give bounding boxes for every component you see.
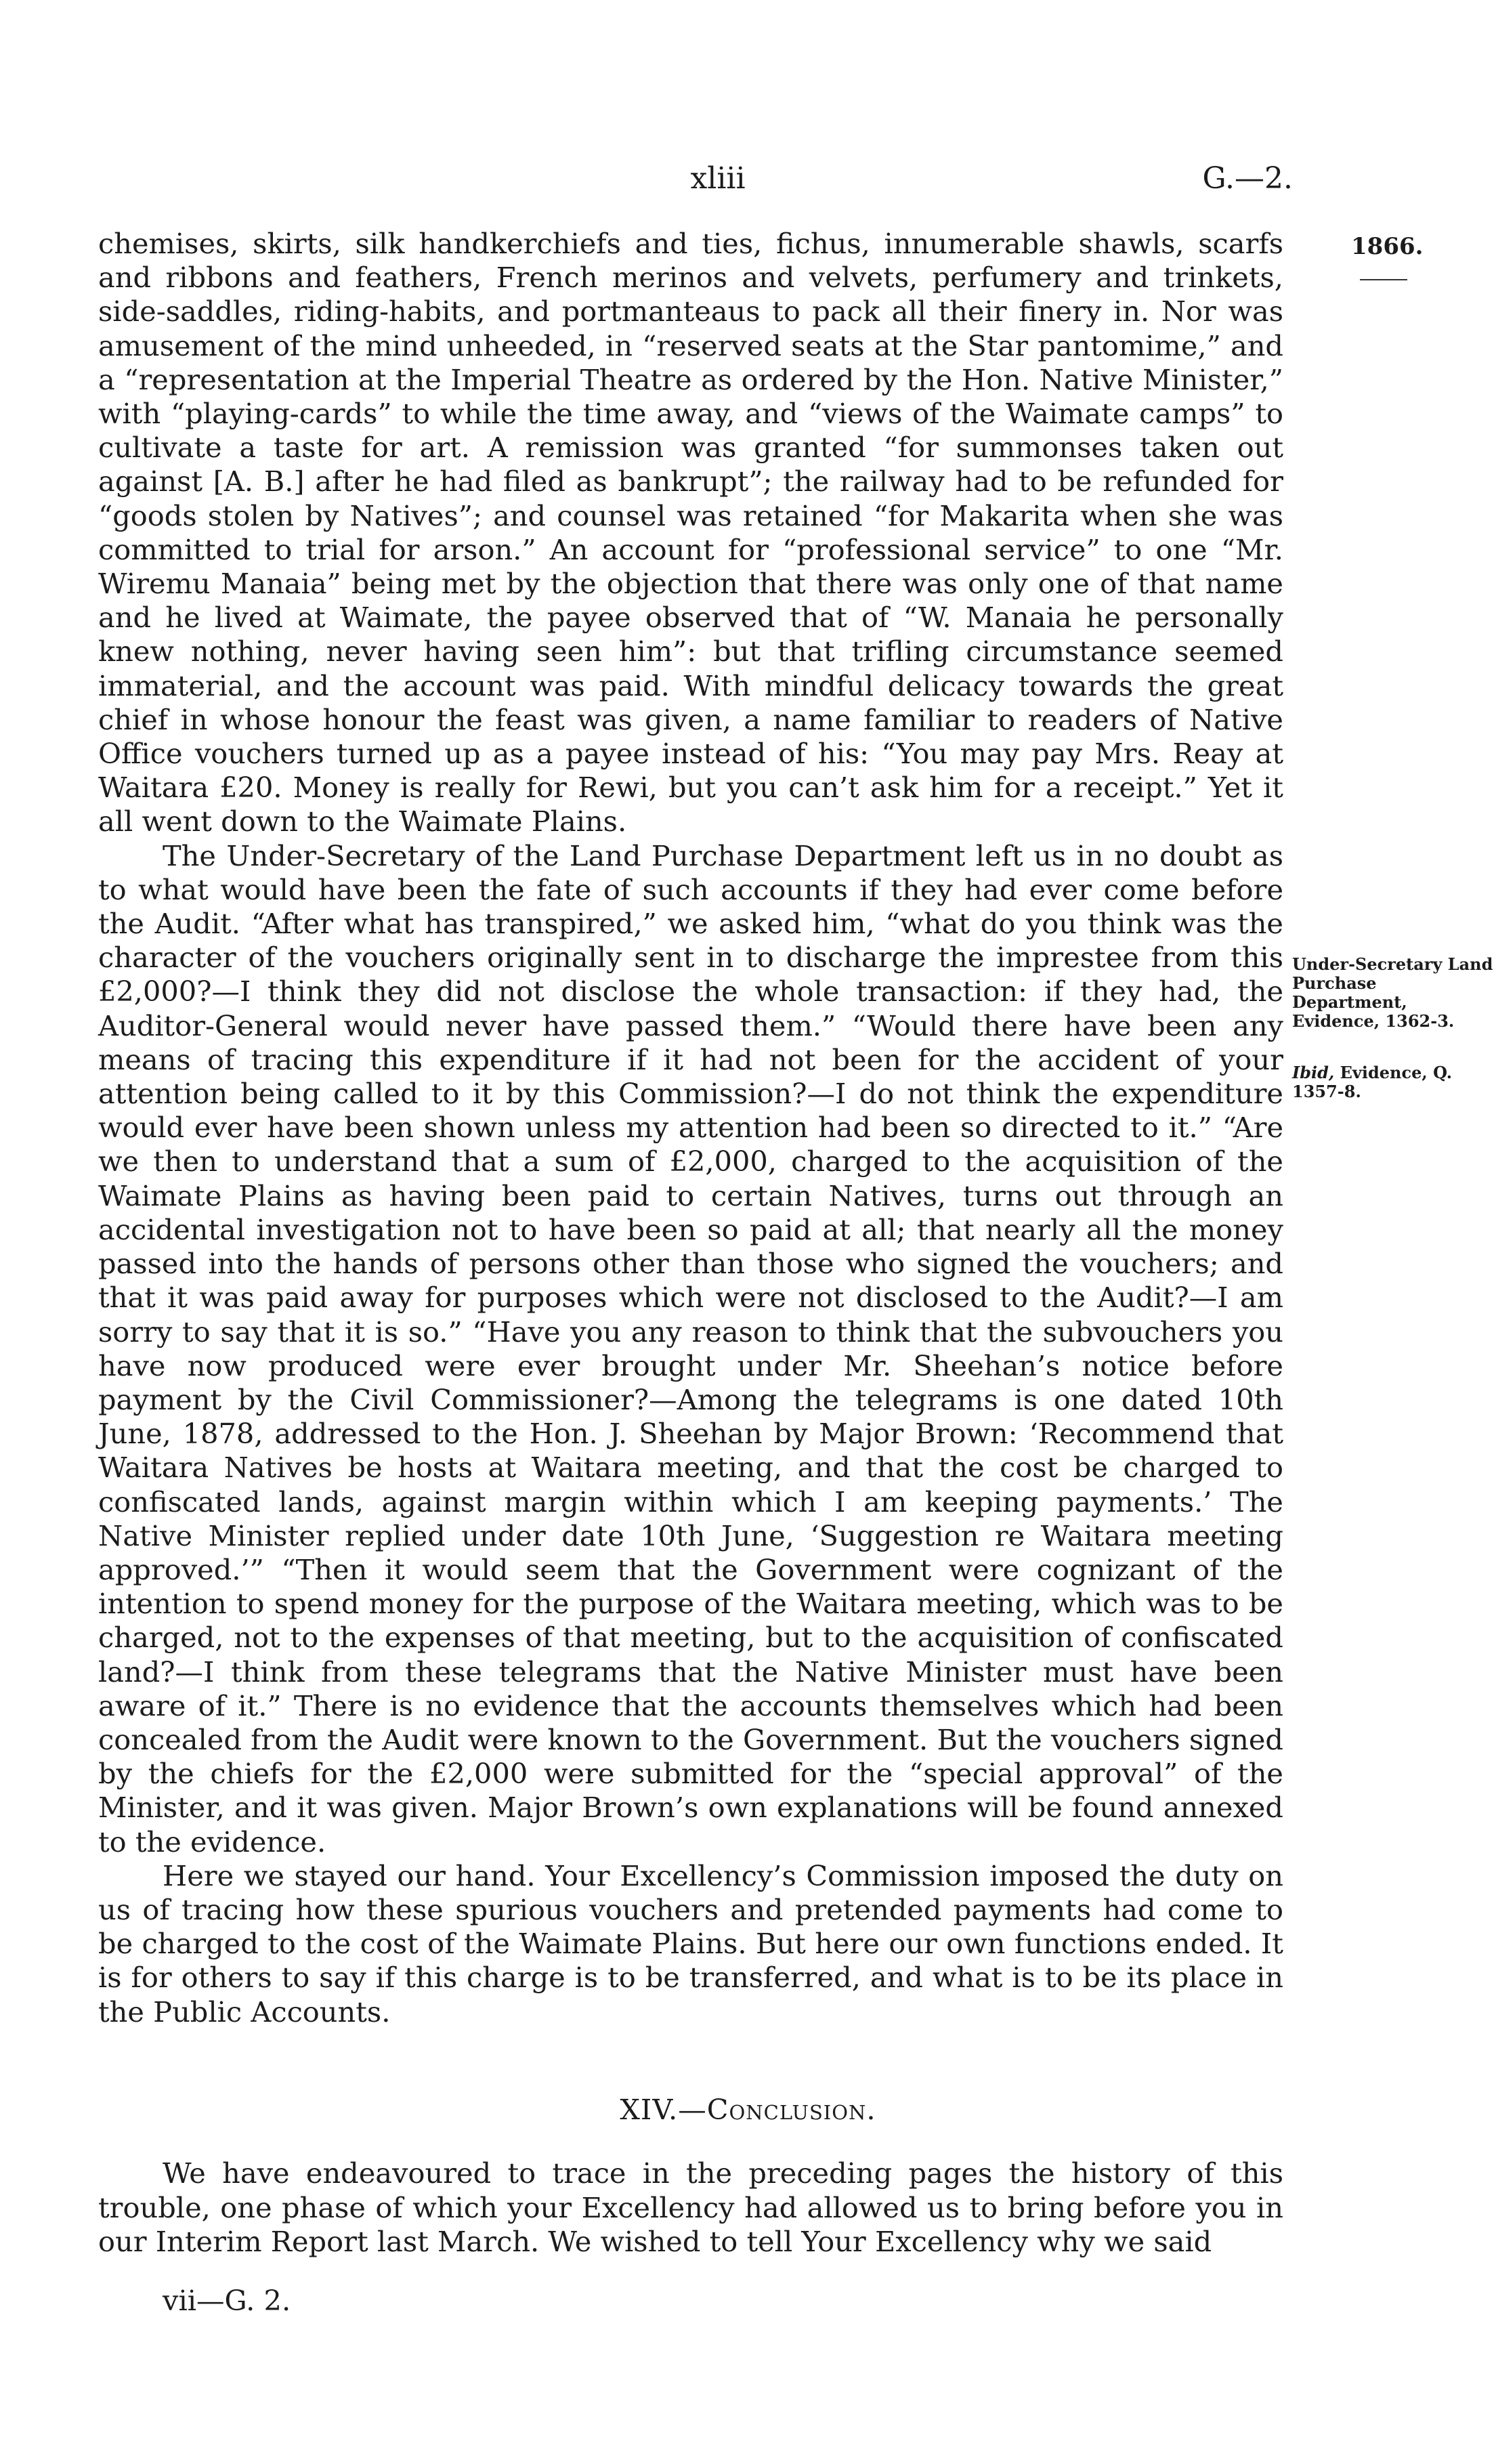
margin-rule [1360,279,1407,280]
section-number: XIV.— [620,2093,707,2126]
margin-note-evidence: Under-Secretary Land Purchase Department, Evidence, 1362-3. [1292,954,1493,1031]
conclusion-paragraph: We have endeavoured to trace in the preceding pages the history of this trouble, one phase of which your Excellency had allowed us to bring before you in our Interim Report last March. We wished to tell Your Excellency why we said [98,2157,1283,2258]
paragraph-3: Here we stayed our hand. Your Excellency’s Commission imposed the duty on us of tracing how these spurious vouchers and pretended payments had come to be charged to the cost of the Waimate Plains. But here our own functions ended. It is for others to say if this charge is to be transferred, and what is to be its place in the Public Accounts. [98,1858,1283,2028]
series-code: G.—2. [1202,161,1293,196]
body-text [98,227,1283,2029]
paragraph-2: The Under-Secretary of the Land Purchase Department left us in no doubt as to what would have been the fate of such accounts if they had ever come before the Audit. “After what has transpired,” we asked him, “what do you think was the character of the vouchers originally sent in to discharge the imprestee from this £2,000?—I think they did not disclose the whole transaction: if they had, the Auditor-General would never have passed them.” “Would there have been any means of tracing this expenditure if it had not been for the accident of your attention being called to it by this Commission?—I do not think the expenditure would ever have been shown unless my attention had been so directed to it.” “Are we then to understand that a sum of £2,000, charged to the acquisition of the Waimate Plains as having been paid to certain Natives, turns out through an accidental investigation not to have been so paid at all; that nearly all the money passed into the hands of persons other than those who signed the vouchers; and that it was paid away for purposes which were not disclosed to the Audit?—I am sorry to say that it is so.” “Have you any reason to think that the subvouchers you have now produced were ever brought under Mr. Sheehan’s notice before payment by the Civil Commissioner?—Among the telegrams is one dated 10th June, 1878, addressed to the Hon. J. Sheehan by Major Brown: ‘Recommend that Waitara Natives be hosts at Waitara meeting, and that the cost be charged to confiscated lands, against margin within which I am keeping payments.’ The Native Minister replied under date 10th June, ‘Suggestion re Waitara meeting approved.’” “Then it would seem that the Government were cognizant of the intention to spend money for the purpose of the Waitara meeting, which was to be charged, not to the expenses of that meeting, but to the acquisition of confiscated land?—I think from these telegrams that the Native Minister must have been aware of it.” There is no evidence that the accounts themselves which had been concealed from the Audit were known to the Government. But the vouchers signed by the chiefs for the £2,000 were submitted for the “special approval” of the Minister, and it was given. Major Brown’s own explanations will be found annexed to the evidence. [98,838,1283,1858]
section-heading [0,2093,1496,2126]
margin-note-ibid-italic: Ibid, [1292,1063,1335,1082]
margin-note-ibid [1292,1063,1495,1101]
paragraph-1: chemises, skirts, silk handkerchiefs and ties, fichus, innumerable shawls, scarfs and ribbons and feathers, French merinos and velvets, perfumery and trinkets, side-saddles, riding-habits, and portmanteaus to pack all their finery in. Nor was amusement of the mind unheeded, in “reserved seats at the Star pantomime,” and a “representation at the Imperial Theatre as ordered by the Hon. Native Minister,” with “playing-cards” to while the time away, and “views of the Waimate camps” to cultivate a taste for art. A remission was granted “for summonses taken out against [A. B.] after he had filed as bankrupt”; the railway had to be refunded for “goods stolen by Natives”; and counsel was retained “for Makarita when she was committed to trial for arson.” An account for “professional service” to one “Mr. Wiremu Manaia” being met by the objection that there was only one of that name and he lived at Waimate, the payee observed that of “W. Manaia he personally knew nothing, never having seen him”: but that trifling circumstance seemed immaterial, and the account was paid. With mindful delicacy towards the great chief in whose honour the feast was given, a name familiar to readers of Native Office vouchers turned up as a payee instead of his: “You may pay Mrs. Reay at Waitara £20. Money is really for Rewi, but you can’t ask him for a receipt.” Yet it all went down to the Waimate Plains. [98,227,1283,838]
page-number: xliii [690,161,746,196]
section-title: Conclusion. [706,2093,876,2126]
conclusion-text [98,2157,1283,2259]
margin-note-ibid-rest: Evidence, Q. 1357-8. [1292,1063,1453,1101]
signature-mark: vii—G. 2. [163,2284,291,2317]
margin-year: 1866. [1351,233,1424,260]
